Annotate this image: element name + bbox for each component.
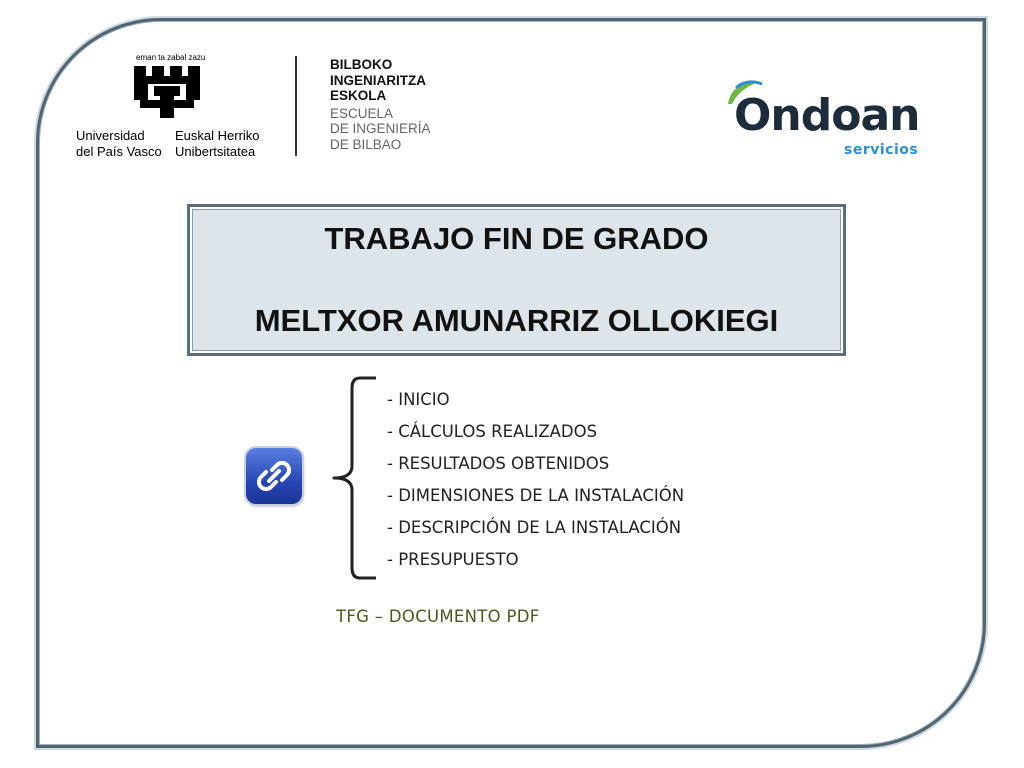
logo-divider [295,56,297,156]
school-name-basque: BILBOKO INGENIARITZA ESKOLA [330,57,426,103]
toc-item-calculos[interactable]: - CÁLCULOS REALIZADOS [387,422,598,441]
toc-item-resultados[interactable]: - RESULTADOS OBTENIDOS [387,454,610,473]
school-name-spanish: ESCUELA DE INGENIERÍA DE BILBAO [330,105,431,152]
ondoan-logo [722,78,942,168]
bilbao-school-logo [330,57,431,152]
toc-item-dimensiones[interactable]: - DIMENSIONES DE LA INSTALACIÓN [387,486,685,505]
toc-list [387,389,684,581]
toc-item-presupuesto[interactable]: - PRESUPUESTO [387,550,519,569]
curly-brace [330,374,380,582]
upv-motto: eman ta zabal zazu [136,53,206,62]
toc-item-inicio[interactable]: - INICIO [387,390,450,409]
ondoan-subtitle: servicios [844,142,919,158]
ondoan-name: Ondoan [734,90,920,141]
upv-name-basque: Euskal Herriko Unibertsitatea [175,128,260,159]
author-name: MELTXOR AMUNARRIZ OLLOKIEGI [254,303,779,338]
pdf-document-link[interactable]: TFG – DOCUMENTO PDF [336,607,540,626]
chain-link-icon [246,448,302,504]
toc-item-descripcion[interactable]: - DESCRIPCIÓN DE LA INSTALACIÓN [387,518,682,537]
link-button[interactable] [246,448,302,504]
title-box [187,204,846,356]
upv-name-spanish: Universidad del País Vasco [76,128,162,159]
upv-tree-emblem-icon [132,64,202,120]
document-title: TRABAJO FIN DE GRADO [324,221,709,256]
